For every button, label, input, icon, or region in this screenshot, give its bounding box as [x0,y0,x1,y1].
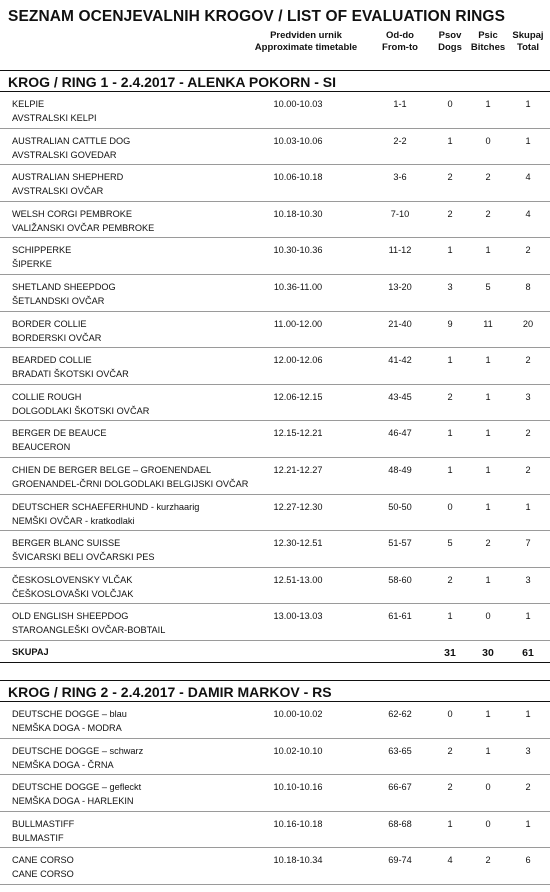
dogs-count: 2 [447,745,453,756]
breed-name: DEUTSCHE DOGGE – gefleckt [12,782,142,793]
total-count: 1 [525,818,531,829]
dogs-count: 1 [447,464,453,475]
bitches-count: 11 [483,318,493,329]
from-to-cell: 21-40 [388,318,412,329]
breed-name: CHIEN DE BERGER BELGE – GROENENDAEL [12,464,212,475]
total-count: 8 [525,281,531,292]
total-count: 1 [525,99,531,109]
table-row [0,238,550,275]
breed-name: OLD ENGLISH SHEEPDOG [12,611,129,622]
bitches-count: 1 [485,428,491,439]
total-count: 1 [525,709,531,719]
bitches-count: 1 [485,574,491,585]
breed-name: DEUTSCHE DOGGE – blau [12,709,127,719]
dogs-count: 1 [447,818,453,829]
table-row [0,165,550,202]
breed-name: BORDER COLLIE [12,318,87,329]
table-row [0,312,550,349]
dogs-count: 2 [447,208,453,219]
bitches-count: 2 [485,208,491,219]
timetable-cell: 10.00-10.03 [273,99,323,109]
column-header-from-to-en: From-to [382,42,418,53]
breed-name-sl: AVSTRALSKI OVČAR [12,186,104,197]
column-header-dogs [432,30,468,60]
column-header-time-sl: Predviden urnik [270,30,342,41]
timetable-cell: 13.00-13.03 [273,611,323,622]
breed-name-sl: BULMASTIF [12,832,64,843]
breed-name-sl: BORDERSKI OVČAR [12,332,102,343]
timetable-cell: 12.30-12.51 [273,538,323,549]
from-to-cell: 63-65 [388,745,412,756]
breed-name: AUSTRALIAN SHEPHERD [12,172,124,183]
breed-name-sl: NEMŠKA DOGA - HARLEKIN [12,796,134,807]
table-row [0,348,550,385]
from-to-cell: 2-2 [393,135,407,146]
timetable-cell: 10.30-10.36 [273,245,323,256]
table-row [0,495,550,532]
from-to-cell: 69-74 [388,855,412,866]
from-to-cell: 61-61 [388,611,412,622]
timetable-cell: 10.02-10.10 [273,745,323,756]
table-row [0,202,550,239]
summary-row [0,641,550,663]
table-row [0,568,550,605]
from-to-cell: 66-67 [388,782,412,793]
ring-title: KROG / RING 2 - 2.4.2017 - DAMIR MARKOV - RS [0,680,550,702]
summary-bitches: 30 [482,646,494,659]
summary-label: SKUPAJ [12,646,49,657]
breed-name: DEUTSCHER SCHAEFERHUND - kurzhaarig [12,501,200,512]
total-count: 2 [525,464,531,475]
dogs-count: 1 [447,611,453,622]
dogs-count: 2 [447,574,453,585]
from-to-cell: 46-47 [388,428,412,439]
table-row [0,531,550,568]
breed-name-sl: VALIŽANSKI OVČAR PEMBROKE [12,222,155,233]
timetable-cell: 10.36-11.00 [273,281,323,292]
ring-2-section [0,680,550,885]
timetable-cell: 10.18-10.34 [273,855,323,866]
total-count: 3 [525,745,531,756]
total-count: 7 [525,538,531,549]
breed-name-sl: BEAUCERON [12,442,71,453]
total-count: 4 [525,208,531,219]
column-header-bitches-en: Bitches [470,42,506,53]
breed-name: AUSTRALIAN CATTLE DOG [12,135,131,146]
breed-name-sl: ŠIPERKE [12,259,52,270]
breed-name-sl: BRADATI ŠKOTSKI OVČAR [12,369,129,380]
dogs-count: 2 [447,782,453,793]
ring-1-section [0,70,550,663]
bitches-count: 2 [485,172,491,183]
summary-total: 61 [522,646,534,659]
column-header-from-to [372,30,428,60]
from-to-cell: 3-6 [393,172,407,183]
dogs-count: 2 [447,172,453,183]
table-row [0,92,550,129]
timetable-cell: 12.27-12.30 [273,501,323,512]
dogs-count: 0 [447,99,453,109]
bitches-count: 1 [485,391,491,402]
timetable-cell: 12.06-12.15 [273,391,323,402]
bitches-count: 5 [485,281,491,292]
total-count: 1 [525,611,531,622]
breed-name-sl: NEMŠKI OVČAR - kratkodlaki [12,515,135,526]
timetable-cell: 10.00-10.02 [273,709,323,719]
column-header-time [246,30,366,60]
bitches-count: 2 [485,538,491,549]
bitches-count: 0 [485,135,491,146]
timetable-cell: 10.16-10.18 [273,818,323,829]
total-count: 2 [525,782,531,793]
dogs-count: 1 [447,355,453,366]
summary-dogs: 31 [444,646,456,659]
from-to-cell: 68-68 [388,818,412,829]
ring-title: KROG / RING 1 - 2.4.2017 - ALENKA POKORN - SI [0,70,550,92]
breed-name-sl: ŠVICARSKI BELI OVČARSKI PES [12,552,155,563]
breed-name: BERGER DE BEAUCE [12,428,107,439]
breed-name: ČESKOSLOVENSKY VLČAK [12,574,133,585]
bitches-count: 0 [485,782,491,793]
breed-name-sl: AVSTRALSKI GOVEDAR [12,149,117,160]
breed-name: SCHIPPERKE [12,245,72,256]
breed-name-sl: GROENANDEL-ČRNI DOLGODLAKI BELGIJSKI OVČAR [12,478,249,489]
breed-name: BULLMASTIFF [12,818,75,829]
bitches-count: 0 [485,611,491,622]
breed-name: KELPIE [12,99,45,109]
from-to-cell: 43-45 [388,391,412,402]
column-header-total [506,30,550,60]
total-count: 20 [522,318,534,329]
bitches-count: 2 [485,855,491,866]
bitches-count: 1 [485,745,491,756]
from-to-cell: 51-57 [388,538,412,549]
bitches-count: 1 [485,709,491,719]
bitches-count: 1 [485,501,491,512]
column-header-dogs-en: Dogs [438,42,462,53]
breed-name: SHETLAND SHEEPDOG [12,281,116,292]
page-title: SEZNAM OCENJEVALNIH KROGOV / LIST OF EVALUATION RINGS [8,8,506,25]
column-header-dogs-sl: Psov [438,30,462,41]
timetable-cell: 12.15-12.21 [273,428,323,439]
table-row [0,421,550,458]
table-row [0,739,550,776]
column-header-from-to-sl: Od-do [386,30,414,41]
table-row [0,129,550,166]
dogs-count: 9 [447,318,453,329]
breed-name-sl: DOLGODLAKI ŠKOTSKI OVČAR [12,405,150,416]
timetable-cell: 10.03-10.06 [273,135,323,146]
bitches-count: 1 [485,355,491,366]
dogs-count: 1 [447,428,453,439]
table-row [0,604,550,641]
dogs-count: 1 [447,245,453,256]
breed-name: BERGER BLANC SUISSE [12,538,121,549]
breed-name-sl: NEMŠKA DOGA - ČRNA [12,759,114,770]
column-header-bitches-sl: Psic [478,30,498,41]
from-to-cell: 48-49 [388,464,412,475]
dogs-count: 0 [447,709,453,719]
total-count: 6 [525,855,531,866]
table-row [0,385,550,422]
column-header-time-en: Approximate timetable [254,42,358,53]
bitches-count: 1 [485,464,491,475]
table-row [0,812,550,849]
from-to-cell: 58-60 [388,574,412,585]
timetable-cell: 10.18-10.30 [273,208,323,219]
from-to-cell: 50-50 [388,501,412,512]
breed-name: WELSH CORGI PEMBROKE [12,208,132,219]
total-count: 3 [525,391,531,402]
table-row [0,275,550,312]
breed-name: COLLIE ROUGH [12,391,82,402]
table-row [0,458,550,495]
breed-name: DEUTSCHE DOGGE – schwarz [12,745,144,756]
column-header-total-sl: Skupaj [512,30,544,41]
timetable-cell: 10.10-10.16 [273,782,323,793]
dogs-count: 5 [447,538,453,549]
total-count: 2 [525,355,531,366]
dogs-count: 3 [447,281,453,292]
breed-name-sl: CANE CORSO [12,869,74,880]
timetable-cell: 12.51-13.00 [273,574,323,585]
timetable-cell: 12.00-12.06 [273,355,323,366]
from-to-cell: 1-1 [393,99,407,109]
dogs-count: 1 [447,135,453,146]
breed-name: BEARDED COLLIE [12,355,92,366]
from-to-cell: 62-62 [388,709,412,719]
from-to-cell: 11-12 [388,245,412,256]
breed-name-sl: NEMŠKA DOGA - MODRA [12,723,122,733]
bitches-count: 0 [485,818,491,829]
total-count: 1 [525,135,531,146]
dogs-count: 0 [447,501,453,512]
breed-name-sl: ČEŠKOSLOVAŠKI VOLČJAK [12,588,134,599]
column-header-bitches [466,30,510,60]
timetable-cell: 12.21-12.27 [273,464,323,475]
dogs-count: 4 [447,855,453,866]
dogs-count: 2 [447,391,453,402]
bitches-count: 1 [485,99,491,109]
table-row [0,848,550,885]
timetable-cell: 11.00-12.00 [273,318,323,329]
timetable-cell: 10.06-10.18 [273,172,323,183]
from-to-cell: 41-42 [388,355,412,366]
total-count: 4 [525,172,531,183]
table-row [0,702,550,739]
bitches-count: 1 [485,245,491,256]
from-to-cell: 7-10 [390,208,410,219]
total-count: 3 [525,574,531,585]
table-row [0,775,550,812]
total-count: 1 [525,501,531,512]
total-count: 2 [525,428,531,439]
breed-name-sl: AVSTRALSKI KELPI [12,113,97,123]
breed-name: CANE CORSO [12,855,74,866]
column-header-total-en: Total [517,42,539,53]
breed-name-sl: STAROANGLEŠKI OVČAR-BOBTAIL [12,625,166,636]
from-to-cell: 13-20 [388,281,412,292]
breed-name-sl: ŠETLANDSKI OVČAR [12,295,105,306]
total-count: 2 [525,245,531,256]
